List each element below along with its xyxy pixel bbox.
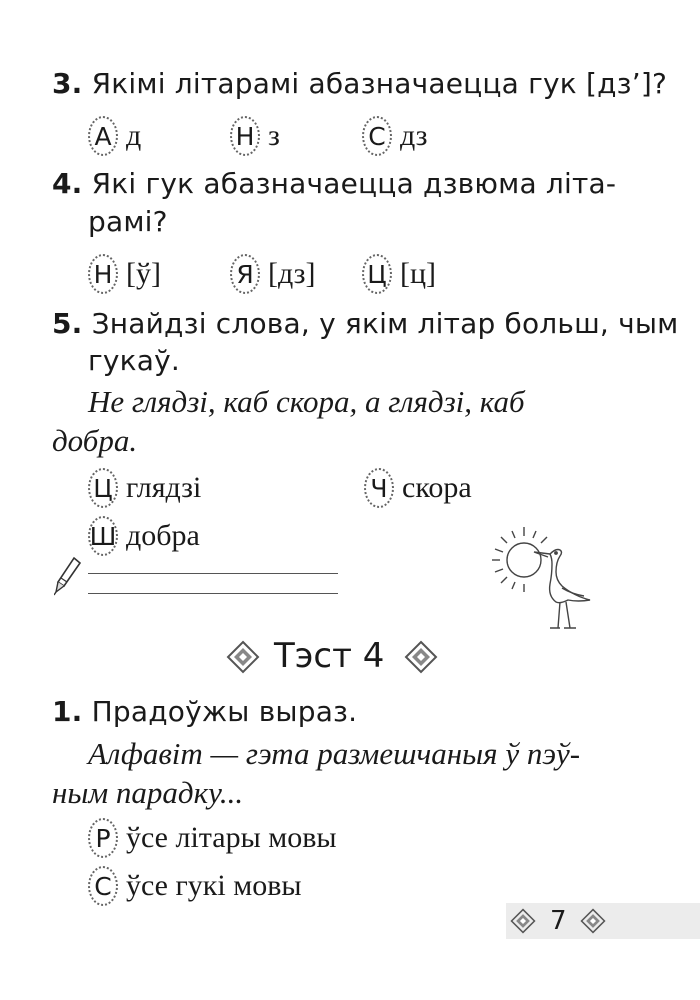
option-s[interactable] (88, 866, 302, 906)
pencil-icon (54, 556, 82, 596)
option-text: ўсе гукі мовы (126, 869, 302, 902)
question-text: Прадоўжы выраз. (91, 695, 358, 728)
option-letter-badge: Ч (364, 468, 394, 508)
question-3 (52, 66, 667, 102)
option-text: добра (126, 519, 200, 552)
question-5 (52, 306, 679, 342)
proverb-line1: Не глядзі, каб скора, а глядзі, каб (88, 384, 525, 419)
option-ts[interactable] (88, 468, 201, 508)
option-letter-badge: С (88, 866, 118, 906)
option-r[interactable] (88, 818, 337, 858)
option-s[interactable] (362, 116, 427, 156)
option-letter-badge: Я (230, 254, 260, 294)
option-ts[interactable] (362, 254, 436, 294)
option-text: з (268, 119, 280, 152)
option-n[interactable] (230, 116, 280, 156)
question-number: 3. (52, 67, 83, 100)
question-text: Якімі літарамі абазначаецца гук [дз’]? (91, 67, 668, 100)
option-letter-badge: Ц (88, 468, 118, 508)
question-text-line2: рамі? (88, 205, 168, 238)
test-title: Тэст 4 (274, 636, 385, 676)
option-text: глядзі (126, 471, 202, 504)
page-number: 7 (550, 906, 567, 936)
proverb-line2: добра. (52, 423, 138, 458)
option-a[interactable] (88, 116, 141, 156)
option-letter-badge: Р (88, 818, 118, 858)
statement-line2: ным парадку... (52, 775, 244, 810)
option-ch[interactable] (364, 468, 472, 508)
question-number: 4. (52, 167, 83, 200)
option-text: скора (402, 471, 472, 504)
question-1 (52, 694, 357, 730)
question-text-line1: Знайдзі слова, у якім літар больш, чым (91, 307, 679, 340)
question-number: 1. (52, 695, 83, 728)
ornament-icon (226, 640, 260, 674)
ornament-icon (580, 908, 606, 934)
option-letter-badge: Ц (362, 254, 392, 294)
statement-line1: Алфавіт — гэта размешчаныя ў пэў- (88, 736, 581, 771)
option-text: [ц] (400, 257, 437, 290)
question-text-line1: Які гук абазначаецца дзвюма літа- (91, 167, 617, 200)
option-text: ўсе літары мовы (126, 821, 337, 854)
option-text: д (126, 119, 142, 152)
option-letter-badge: Ш (88, 516, 118, 556)
option-ya[interactable] (230, 254, 315, 294)
option-text: дз (400, 119, 428, 152)
ornament-icon (510, 908, 536, 934)
option-n[interactable] (88, 254, 161, 294)
option-letter-badge: С (362, 116, 392, 156)
question-number: 5. (52, 307, 83, 340)
option-text: [дз] (268, 257, 316, 290)
stork-sun-illustration (490, 522, 600, 634)
option-letter-badge: Н (230, 116, 260, 156)
option-letter-badge: А (88, 116, 118, 156)
option-sh[interactable] (88, 516, 200, 556)
question-4 (52, 166, 652, 202)
option-letter-badge: Н (88, 254, 118, 294)
option-text: [ў] (126, 257, 161, 290)
question-text-line2: гукаў. (88, 344, 181, 377)
answer-line[interactable] (88, 593, 338, 594)
ornament-icon (404, 640, 438, 674)
answer-line[interactable] (88, 573, 338, 574)
